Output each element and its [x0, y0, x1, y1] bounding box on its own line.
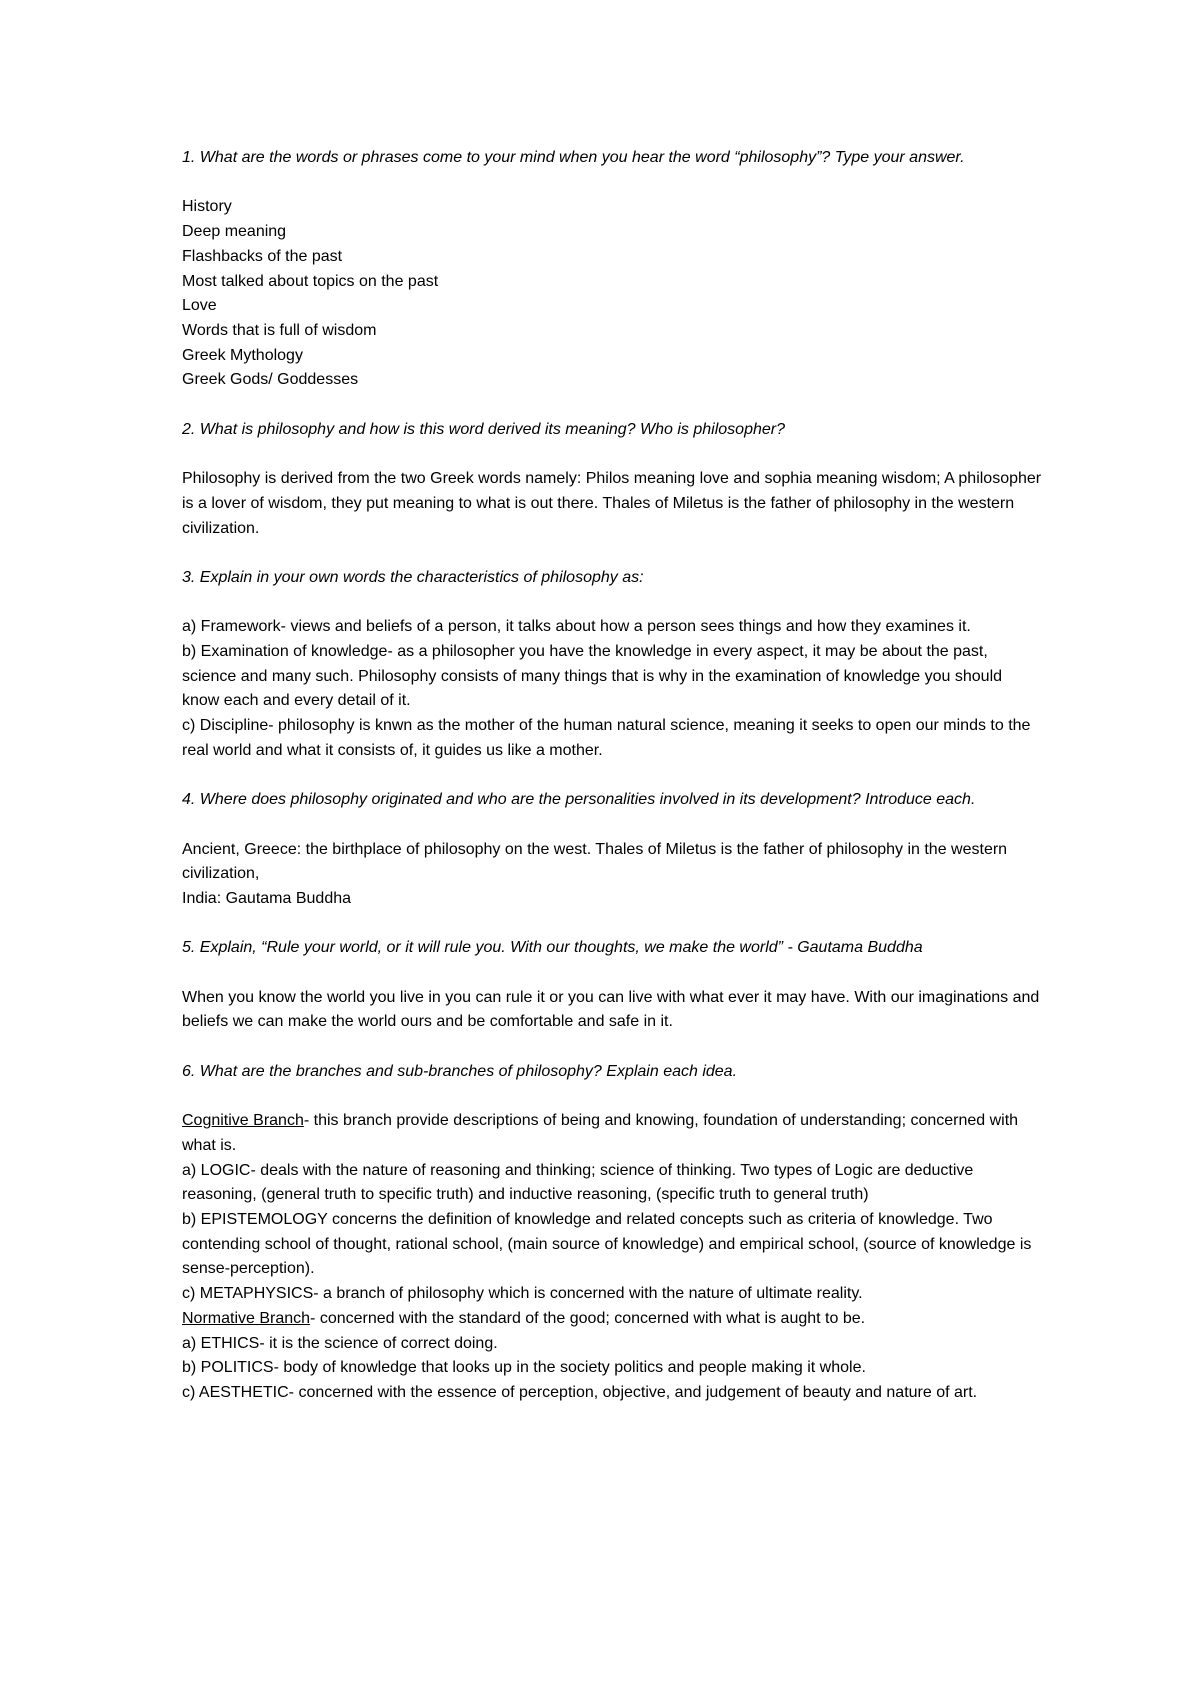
answer-3-framework: a) Framework- views and beliefs of a person, it talks about how a person sees things and how they examines it.: [182, 618, 971, 636]
answer-1-item: Deep meaning: [182, 223, 287, 241]
aesthetic-item: c) AESTHETIC- concerned with the essence of perception, objective, and judgement of beauty and nature of art.: [182, 1383, 978, 1401]
ethics-item: a) ETHICS- it is the science of correct doing.: [182, 1334, 498, 1352]
question-4: 4. Where does philosophy originated and who are the personalities involved in its development? Introduce each.: [182, 791, 976, 809]
answer-2: Philosophy is derived from the two Greek words namely: Philos meaning love and sophia meaning wisdom; A philosopher is a lover of wisdom, they put meaning to what is out there. Thales of Miletus is the father of philosophy in the western civilization.: [182, 470, 1042, 537]
answer-5: When you know the world you live in you can rule it or you can live with what ever it may have. With our imaginations and beliefs we can make the world ours and be comfortable and safe in it.: [182, 988, 1040, 1031]
metaphysics-item: c) METAPHYSICS- a branch of philosophy which is concerned with the nature of ultimate reality.: [182, 1285, 863, 1303]
spacer: [182, 1035, 1042, 1060]
normative-branch-desc: - concerned with the standard of the good; concerned with what is aught to be.: [310, 1309, 866, 1327]
answer-1-list: [182, 195, 1042, 393]
spacer: [182, 813, 1042, 838]
spacer: [182, 764, 1042, 789]
cognitive-branch-desc: - this branch provide descriptions of being and knowing, foundation of understanding; concerned with what is.: [182, 1112, 1019, 1154]
cognitive-branch-title: Cognitive Branch: [182, 1112, 304, 1130]
spacer: [182, 591, 1042, 616]
answer-1-item: Words that is full of wisdom: [182, 321, 377, 339]
spacer: [182, 541, 1042, 566]
logic-item: a) LOGIC- deals with the nature of reasoning and thinking; science of thinking. Two types of Logic are deductive reasoning, (general truth to specific truth) and inductive reasoning, (specific truth to general truth): [182, 1161, 974, 1204]
spacer: [182, 961, 1042, 986]
spacer: [182, 1085, 1042, 1110]
cognitive-branch: [182, 1109, 1042, 1158]
spacer: [182, 912, 1042, 937]
spacer: [182, 442, 1042, 467]
normative-branch: [182, 1307, 1042, 1332]
question-6: 6. What are the branches and sub-branches of philosophy? Explain each idea.: [182, 1062, 738, 1080]
question-2: 2. What is philosophy and how is this word derived its meaning? Who is philosopher?: [182, 420, 785, 438]
document-page: [182, 146, 1042, 1406]
question-3: 3. Explain in your own words the characteristics of philosophy as:: [182, 568, 644, 586]
answer-3-discipline: c) Discipline- philosophy is knwn as the mother of the human natural science, meaning it seeks to open our minds to the real world and what it consists of, it guides us like a mother.: [182, 717, 1031, 759]
answer-1-item: Love: [182, 297, 217, 315]
answer-4-india: India: Gautama Buddha: [182, 889, 352, 907]
spacer: [182, 393, 1042, 418]
answer-1-item: History: [182, 198, 232, 216]
answer-4-greece: Ancient, Greece: the birthplace of philosophy on the west. Thales of Miletus is the father of philosophy in the western civilization,: [182, 840, 1008, 883]
answer-1-item: Flashbacks of the past: [182, 247, 343, 265]
answer-1-item: Greek Gods/ Goddesses: [182, 371, 359, 389]
spacer: [182, 171, 1042, 196]
question-5: 5. Explain, “Rule your world, or it will rule you. With our thoughts, we make the world” - Gautama Buddha: [182, 939, 923, 957]
epistemology-item: b) EPISTEMOLOGY concerns the definition of knowledge and related concepts such as criteria of knowledge. Two contending school of thought, rational school, (main source of knowledge) and empirical school, (source of knowledge is sense-perception).: [182, 1211, 1032, 1278]
question-1: 1. What are the words or phrases come to your mind when you hear the word “philosophy”? Type your answer.: [182, 149, 965, 166]
normative-branch-title: Normative Branch: [182, 1309, 311, 1327]
answer-3-examination: b) Examination of knowledge- as a philosopher you have the knowledge in every aspect, it may be about the past, science and many such. Philosophy consists of many things that is why in the examination of knowledge you should know each and every detail of it.: [182, 642, 1003, 710]
answer-1-item: Most talked about topics on the past: [182, 272, 439, 290]
answer-1-item: Greek Mythology: [182, 346, 303, 364]
politics-item: b) POLITICS- body of knowledge that looks up in the society politics and people making it whole.: [182, 1359, 866, 1377]
